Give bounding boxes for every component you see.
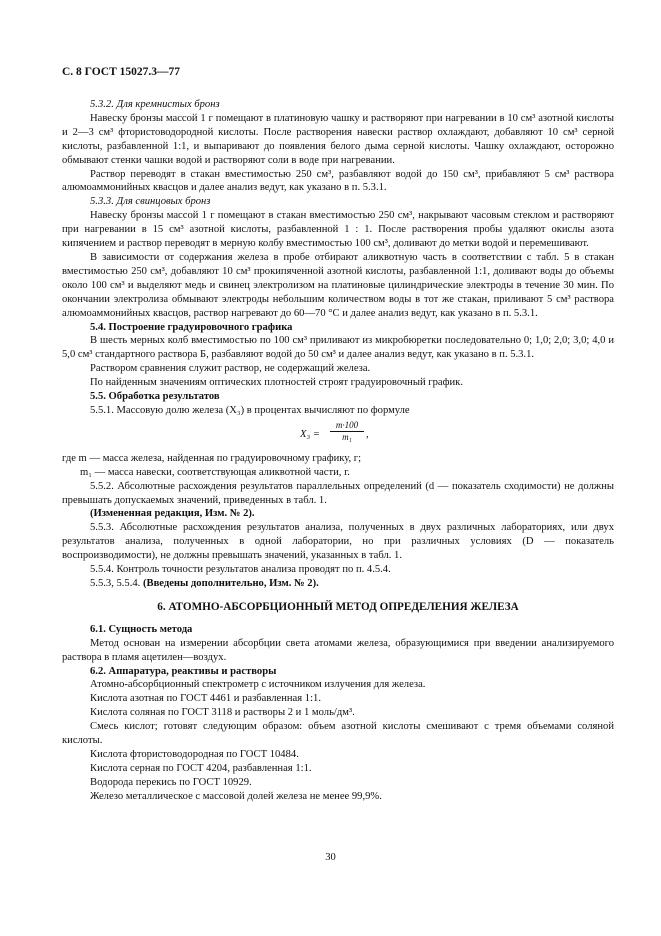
p3-paragraph-9: Водорода перекись по ГОСТ 10929. [90, 776, 252, 788]
formula-denominator: m₁ [342, 431, 352, 442]
paragraph-amendment [62, 577, 614, 591]
p3-paragraph-4: Кислота азотная по ГОСТ 4461 и разбавленная 1:1. [90, 693, 321, 705]
p3-paragraph-1: Метод основан на измерении абсорбции света атомами железа, образующимися при введении анализируемого раствора в пламя ацетилен—воздух. [62, 637, 614, 663]
definition-m1: m₁ — масса навески, соответствующая аликвотной части, г. [80, 466, 350, 478]
p2-paragraph-1: (Измененная редакция, Изм. № 2). [90, 508, 255, 520]
section-5-results-block [62, 480, 614, 577]
section-6-block [62, 623, 614, 804]
p-paragraph-4: Навеску бронзы массой 1 г помещают в стакан вместимостью 250 см³, накрывают часовым стеклом и растворяют при нагревании в 15 см³ азотной кислоты, разбавленной 1 : 1. После растворения пробы удаляют окислы азота кипячением и раствор переводят в мерную колбу вместимостью 100 см³, доливают до метки водой и перемешивают. [62, 210, 614, 250]
p-paragraph-7: В шесть мерных колб вместимостью по 100 см³ приливают из микробюретки последовательно 0; 1,0; 2,0; 3,0; 4,0 и 5,0 см³ стандартного раствора Б, разбавляют водой до 50 см³ и далее анализ ведут, как указано в п. 5.3.1. [62, 335, 614, 361]
p-paragraph-1: Навеску бронзы массой 1 г помещают в платиновую чашку и растворяют при нагревании в 10 см³ азотной кислоты и 2—3 см³ фтористоводородной кислоты. После растворения навески раствор охлаждают, добавляют 10 см³ серной кислоты, разбавленной 1:1, и выпаривают до появления белого дыма серной кислоты. Чашку охлаждают, осторожно обмывают стенки чашки водой и растворяют соли в воде при нагревании. [62, 112, 614, 166]
amendment-bold: (Введены дополнительно, Изм. № 2). [142, 578, 319, 589]
section-5-block [62, 98, 614, 418]
page-number: 30 [325, 852, 336, 863]
p-paragraph-11: 5.5.1. Массовую долю железа (X₃) в процентах вычисляют по формуле [90, 404, 410, 416]
p2-paragraph-3: 5.5.4. Контроль точности результатов анализа проводят по п. 4.5.4. [90, 564, 391, 576]
p3-paragraph-6: Смесь кислот; готовят следующим образом: объем азотной кислоты смешивают с тремя объемами соляной кислоты. [62, 721, 614, 747]
p-paragraph-0: 5.3.2. Для кремнистых бронз [90, 99, 220, 110]
formula-fraction [330, 420, 364, 443]
p-paragraph-10: 5.5. Обработка результатов [90, 391, 220, 403]
page-content [62, 98, 614, 804]
formula-comma: , [366, 428, 369, 440]
p-paragraph-3: 5.3.3. Для свинцовых бронз [90, 196, 211, 208]
p3-paragraph-8: Кислота серная по ГОСТ 4204, разбавленная 1:1. [90, 762, 312, 774]
p2-paragraph-0: 5.5.2. Абсолютные расхождения результатов параллельных определений (d — показатель сходимости) не должны превышать допускаемых значений, приведенных в табл. 1. [62, 480, 614, 506]
amendment-plain: 5.5.3, 5.5.4. [90, 578, 143, 589]
formula-numerator: m·100 [330, 420, 364, 432]
definition-m: где m — масса железа, найденная по градуировочному графику, г; [62, 452, 362, 464]
p2-paragraph-2: 5.5.3. Абсолютные расхождения результатов анализа, полученных в двух различных лабораториях, или двух результатов анализа, полученных в одной лаборатории, но при различных условиях (D — показатель воспроизводимости), не должны превышать значений, указанных в табл. 1. [62, 522, 614, 562]
p3-paragraph-2: 6.2. Аппаратура, реактивы и растворы [90, 665, 277, 677]
p3-paragraph-7: Кислота фтористоводородная по ГОСТ 10484. [90, 748, 299, 760]
p-paragraph-6: 5.4. Построение градуировочного графика [90, 321, 293, 333]
p-paragraph-5: В зависимости от содержания железа в пробе отбирают аликвотную часть в соответствии с табл. 5 в стакан вместимостью 250 см³, добавляют 10 см³ прокипяченной азотной кислоты, разбавленной 1:1, доливают воды до объемы около 100 см³ и выделяют медь и свинец электролизом на платиновые цилиндрические электроды в течение 30 мин. По окончании электролиза обмывают электроды небольшим количеством воды в тот же стакан, приливают 5 см³ раствора алюмоаммонийных квасцов, раствор нагревают до 60—70 °С и далее анализ ведут, как указано в п. 5.3.1. [62, 251, 614, 319]
p3-paragraph-0: 6.1. Сущность метода [90, 623, 193, 635]
page-header: С. 8 ГОСТ 15027.3—77 [62, 66, 181, 78]
p3-paragraph-10: Железо металлическое с массовой долей железа не менее 99,9%. [90, 790, 382, 802]
p-paragraph-9: По найденным значениям оптических плотностей строят градуировочный график. [90, 377, 463, 389]
formula-definitions [62, 452, 614, 480]
p-paragraph-2: Раствор переводят в стакан вместимостью 250 см³, разбавляют водой до 150 см³, прибавляют 5 см³ раствора алюмоаммонийных квасцов и далее анализ ведут, как указано в п. 5.3.1. [62, 168, 614, 194]
p3-paragraph-3: Атомно-абсорбционный спектрометр с источником излучения для железа. [90, 679, 426, 691]
formula-x3 [62, 420, 614, 450]
formula-lhs: X₃ = [300, 428, 320, 440]
p-paragraph-8: Раствором сравнения служит раствор, не содержащий железа. [90, 363, 371, 375]
p3-paragraph-5: Кислота соляная по ГОСТ 3118 и растворы 2 и 1 моль/дм³. [90, 707, 355, 719]
section-6-title: 6. АТОМНО-АБСОРБЦИОННЫЙ МЕТОД ОПРЕДЕЛЕНИЯ ЖЕЛЕЗА [157, 600, 519, 613]
